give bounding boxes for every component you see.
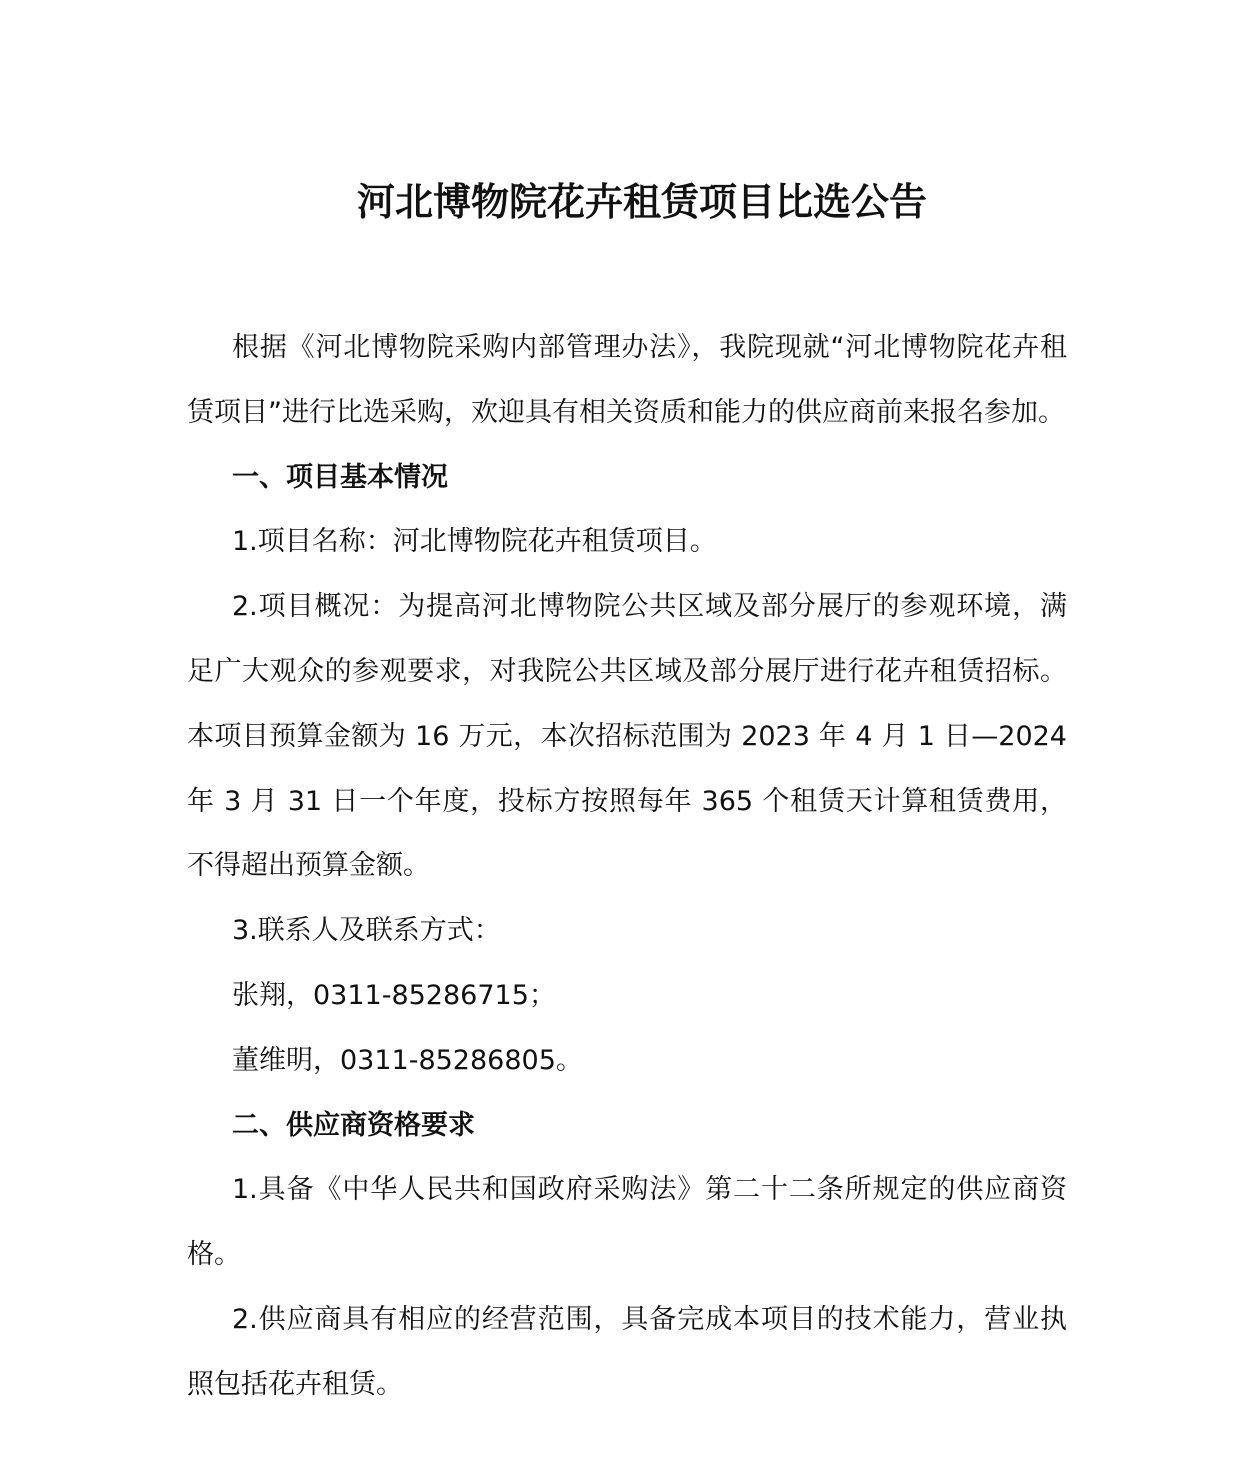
section-2-item-1: 1.具备《中华人民共和国政府采购法》第二十二条所规定的供应商资格。 (187, 1174, 1067, 1271)
section-1-heading: 一、项目基本情况 (232, 461, 448, 493)
section-1-item-3: 3.联系人及联系方式： (232, 915, 501, 947)
document-body (187, 316, 1067, 1418)
section-1-item-1: 1.项目名称：河北博物院花卉租赁项目。 (232, 526, 717, 558)
document-title: 河北博物院花卉租赁项目比选公告 (356, 180, 927, 224)
contact-1: 张翔，0311-85286715； (232, 979, 556, 1011)
section-2-heading: 二、供应商资格要求 (232, 1109, 475, 1141)
intro-paragraph: 根据《河北博物院采购内部管理办法》，我院现就“河北博物院花卉租赁项目”进行比选采购，欢迎具有相关资质和能力的供应商前来报名参加。 (187, 332, 1067, 428)
contact-2: 董维明，0311-85286805。 (232, 1044, 583, 1076)
section-2-item-2: 2.供应商具有相应的经营范围，具备完成本项目的技术能力，营业执照包括花卉租赁。 (187, 1303, 1067, 1400)
section-1-item-2: 2.项目概况：为提高河北博物院公共区域及部分展厅的参观环境，满足广大观众的参观要求，对我院公共区域及部分展厅进行花卉租赁招标。本项目预算金额为 16 万元，本次招标范围为 2023 年 4 月 1 日—2024 年 3 月 31 日一个年度，投标方按照每年 365 个租赁天计算租赁费用，不得超出预算金额。 (187, 591, 1067, 882)
